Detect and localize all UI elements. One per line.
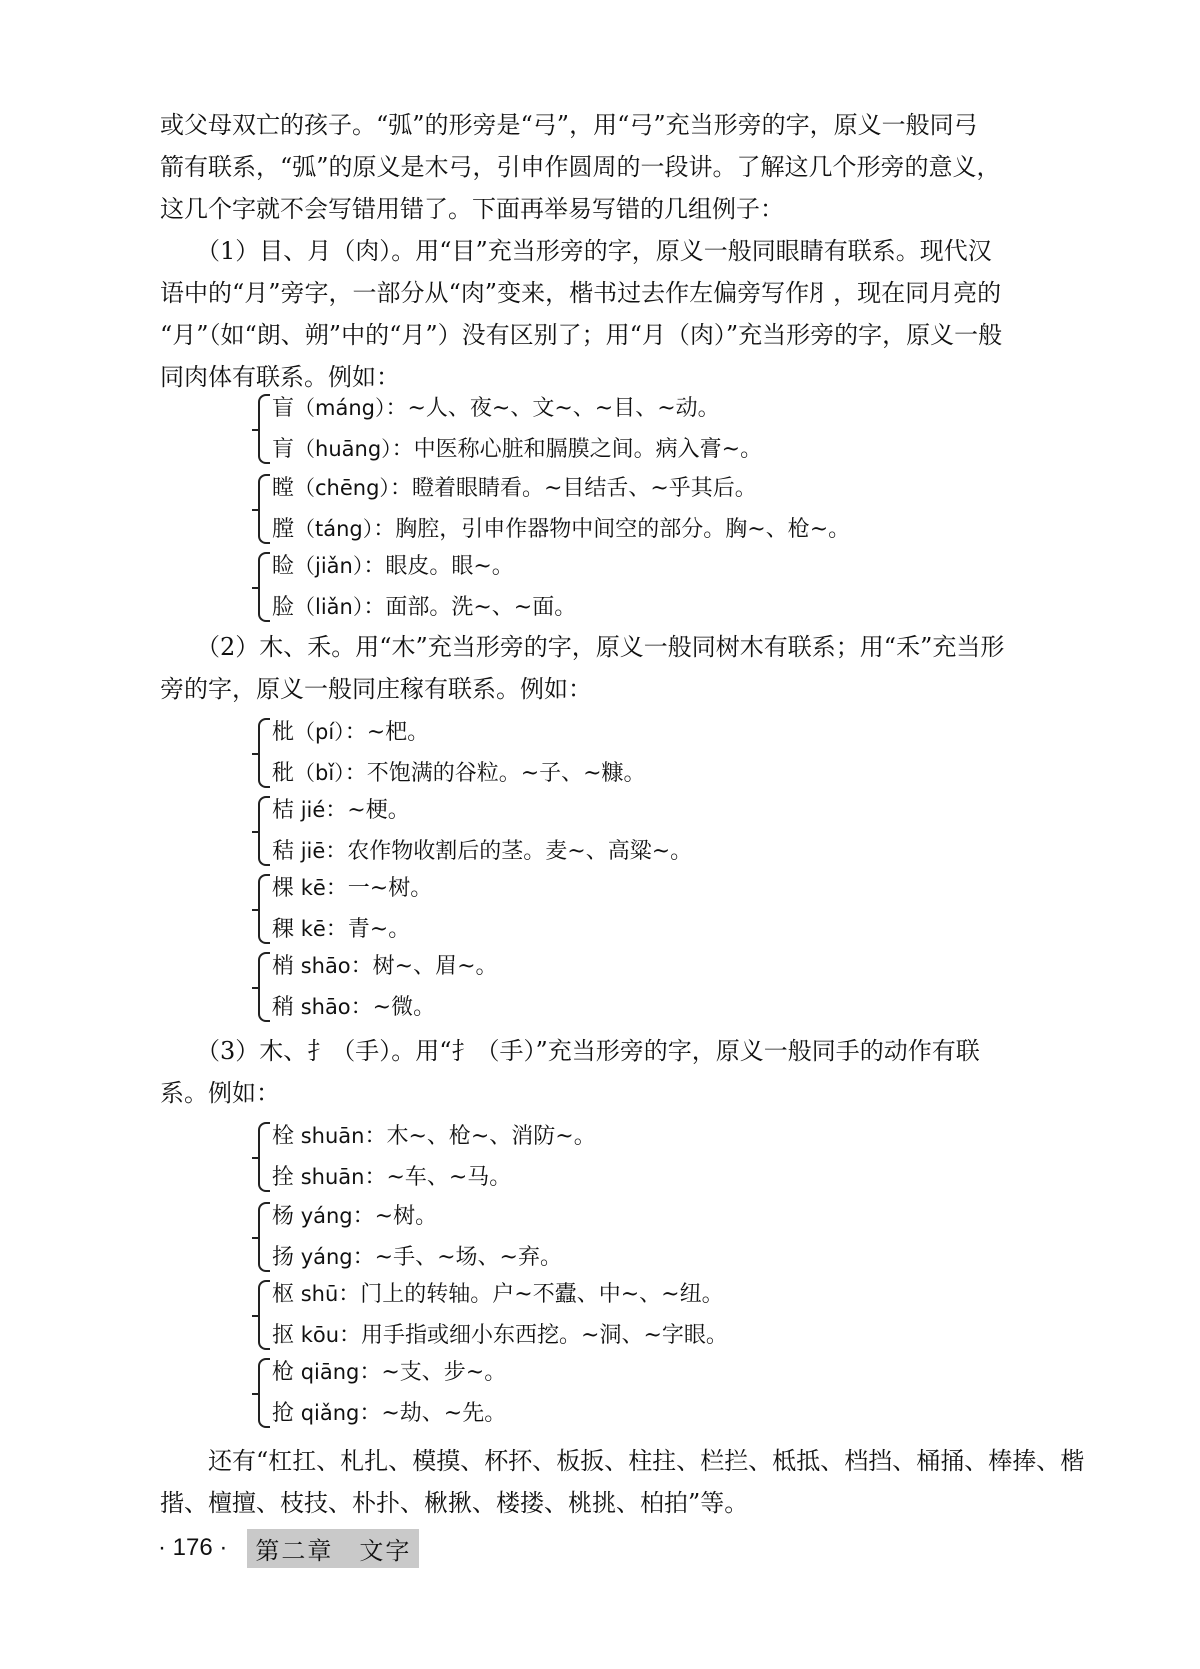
example-group	[258, 712, 1018, 794]
brace-icon	[258, 1202, 270, 1272]
text-line: 箭有联系，“弧”的原义是木弓，引申作圆周的一段讲。了解这几个形旁的意义，	[160, 153, 1001, 181]
paragraph-closing	[160, 1440, 1085, 1524]
paragraph-intro	[160, 104, 1060, 230]
brace-icon	[258, 1122, 270, 1192]
brace-icon	[258, 1358, 270, 1428]
example-group	[258, 868, 1018, 950]
example-group	[258, 1116, 1018, 1198]
text-line: （2）木、禾。用“木”充当形旁的字，原义一般同树木有联系；用“禾”充当形	[160, 633, 1005, 661]
text-line: 还有“杠扛、札扎、模摸、杯抔、板扳、柱拄、栏拦、柢抵、档挡、桶捅、棒捧、楷	[160, 1447, 1085, 1475]
example-group	[258, 1352, 1018, 1434]
example-entry: 秕（bǐ）：不饱满的谷粒。~子、~糠。	[272, 761, 646, 786]
example-group	[258, 946, 1018, 1028]
example-entry: 秸 jiē：农作物收割后的茎。麦~、高粱~。	[272, 839, 693, 864]
page-footer	[158, 1530, 419, 1566]
example-entry: 稞 kē：青~。	[272, 917, 411, 942]
example-group	[258, 546, 1018, 628]
text-line: 旁的字，原义一般同庄稼有联系。例如：	[160, 675, 592, 703]
paragraph-section-1	[160, 230, 1060, 398]
example-entry: 盲（máng）：~人、夜~、文~、~目、~动。	[272, 396, 720, 421]
text-line: 同肉体有联系。例如：	[160, 363, 400, 391]
brace-icon	[258, 394, 270, 464]
paragraph-section-2	[160, 626, 1060, 710]
brace-icon	[258, 1280, 270, 1350]
text-line: （3）木、扌（手）。用“扌（手）”充当形旁的字，原义一般同手的动作有联	[160, 1037, 980, 1065]
example-entry: 枇（pí）：~杷。	[272, 720, 430, 745]
example-entry: 枪 qiāng：~支、步~。	[272, 1360, 507, 1385]
example-entry: 抢 qiǎng：~劫、~先。	[272, 1401, 507, 1426]
example-entry: 肓（huāng）：中医称心脏和膈膜之间。病入膏~。	[272, 437, 763, 462]
text-line: 或父母双亡的孩子。“弧”的形旁是“弓”，用“弓”充当形旁的字，原义一般同弓	[160, 111, 978, 139]
brace-icon	[258, 952, 270, 1022]
example-entry: 扬 yáng：~手、~场、~弃。	[272, 1245, 562, 1270]
brace-icon	[258, 874, 270, 944]
text-line: 揩、檀擅、枝技、朴扑、楸揪、楼搂、桃挑、柏拍”等。	[160, 1489, 749, 1517]
brace-icon	[258, 552, 270, 622]
example-entry: 瞠（chēng）：瞪着眼睛看。~目结舌、~乎其后。	[272, 476, 757, 501]
example-entry: 梢 shāo：树~、眉~。	[272, 954, 498, 979]
example-entry: 杨 yáng：~树。	[272, 1204, 438, 1229]
page-number: · 176 ·	[158, 1534, 228, 1561]
example-entry: 枢 shū：门上的转轴。户~不蠹、中~、~纽。	[272, 1282, 724, 1307]
example-group	[258, 790, 1018, 872]
example-entry: 桔 jié：~梗。	[272, 798, 410, 823]
example-entry: 栓 shuān：木~、枪~、消防~。	[272, 1124, 596, 1149]
text-line: “月”（如“朗、朔”中的“月”）没有区别了；用“月（肉）”充当形旁的字，原义一般	[160, 321, 1003, 349]
chapter-label: 第二章 文字	[247, 1529, 419, 1568]
text-line: 这几个字就不会写错用错了。下面再举易写错的几组例子：	[160, 195, 784, 223]
example-entry: 睑（jiǎn）：眼皮。眼~。	[272, 554, 514, 579]
paragraph-section-3	[160, 1030, 1060, 1114]
brace-icon	[258, 718, 270, 788]
example-group	[258, 388, 1018, 470]
example-group	[258, 1196, 1018, 1278]
text-line: 系。例如：	[160, 1079, 280, 1107]
example-entry: 棵 kē：一~树。	[272, 876, 433, 901]
example-entry: 稍 shāo：~微。	[272, 995, 436, 1020]
brace-icon	[258, 474, 270, 544]
example-group	[258, 1274, 1018, 1356]
example-entry: 拴 shuān：~车、~马。	[272, 1165, 512, 1190]
text-line: （1）目、月（肉）。用“目”充当形旁的字，原义一般同眼睛有联系。现代汉	[160, 237, 992, 265]
example-entry: 脸（liǎn）：面部。洗~、~面。	[272, 595, 577, 620]
example-entry: 膛（táng）：胸腔，引申作器物中间空的部分。胸~、枪~。	[272, 517, 851, 542]
example-group	[258, 468, 1018, 550]
text-line: 语中的“月”旁字，一部分从“肉”变来，楷书过去作左偏旁写作⺼，现在同月亮的	[160, 279, 1002, 307]
example-entry: 抠 kōu：用手指或细小东西挖。~洞、~字眼。	[272, 1323, 728, 1348]
brace-icon	[258, 796, 270, 866]
